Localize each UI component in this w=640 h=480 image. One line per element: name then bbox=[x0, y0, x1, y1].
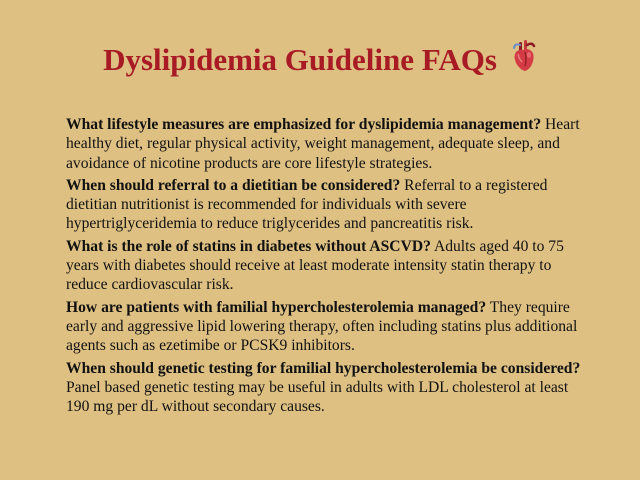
faq-item bbox=[66, 359, 586, 417]
faq-question: When should genetic testing for familial hypercholesterolemia be considered? bbox=[66, 359, 581, 377]
anatomical-heart-icon bbox=[511, 40, 537, 72]
faq-question: When should referral to a dietitian be considered? bbox=[66, 176, 401, 194]
faq-item bbox=[66, 237, 586, 295]
faq-question: What is the role of statins in diabetes without ASCVD? bbox=[66, 237, 431, 255]
faq-answer: Referral to a registered dietitian nutritionist is recommended for individuals with severe hypertriglyceridemia to reduce triglycerides and pancreatitis risk. bbox=[66, 176, 548, 233]
slide-title: Dyslipidemia Guideline FAQs bbox=[103, 42, 497, 77]
faq-item bbox=[66, 298, 586, 356]
faq-answer: They require early and aggressive lipid lowering therapy, often including statins plus additional agents such as ezetimibe or PCSK9 inhibitors. bbox=[66, 298, 578, 355]
faq-answer: Adults aged 40 to 75 years with diabetes should receive at least moderate intensity statin therapy to reduce cardiovascular risk. bbox=[66, 237, 564, 294]
faq-question: What lifestyle measures are emphasized for dyslipidemia management? bbox=[66, 116, 542, 133]
title-row bbox=[0, 38, 640, 82]
faq-list bbox=[66, 115, 586, 419]
faq-answer: Heart healthy diet, regular physical activity, weight management, adequate sleep, and avoidance of nicotine products are core lifestyle strategies. bbox=[66, 116, 580, 172]
faq-item bbox=[66, 115, 586, 173]
faq-item bbox=[66, 176, 586, 234]
faq-answer: Panel based genetic testing may be useful in adults with LDL cholesterol at least 190 mg per dL without secondary causes. bbox=[66, 378, 569, 416]
faq-question: How are patients with familial hypercholesterolemia managed? bbox=[66, 298, 487, 316]
